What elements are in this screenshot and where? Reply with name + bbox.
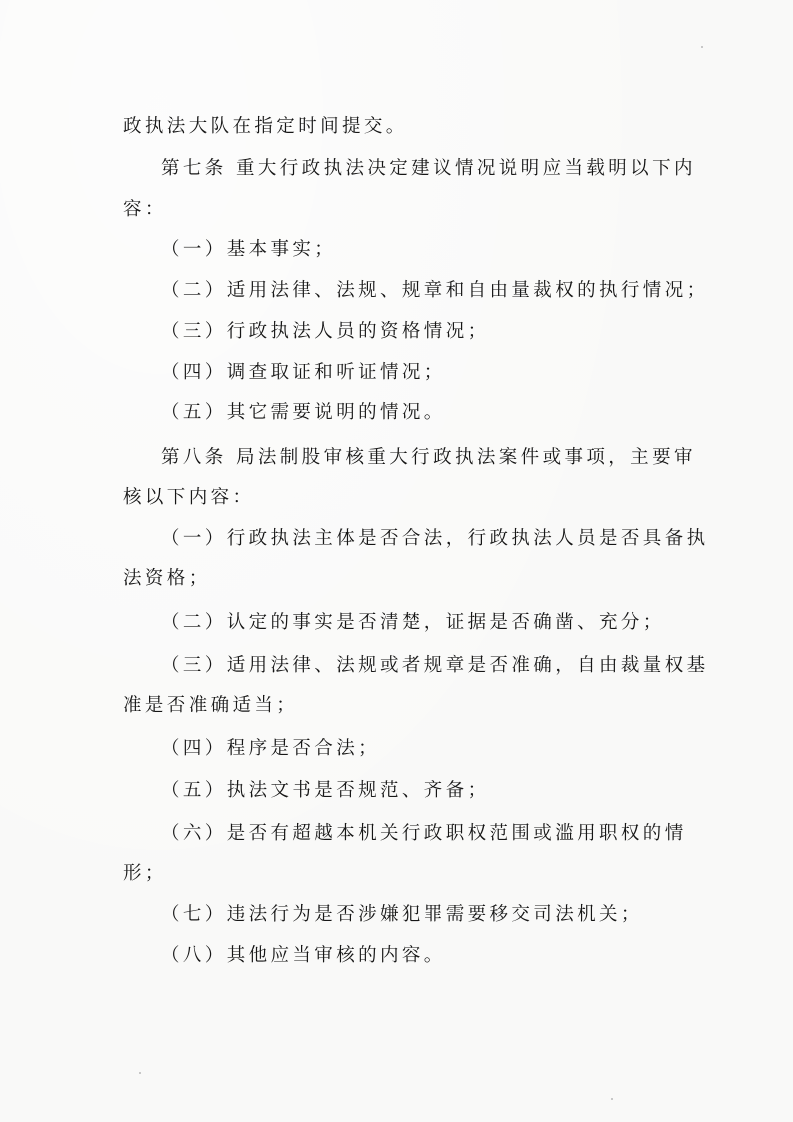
list-item: （一）行政执法主体是否合法，行政执法人员是否具备执 bbox=[161, 528, 709, 549]
list-item: （三）适用法律、法规或者规章是否准确，自由裁量权基 bbox=[161, 655, 709, 676]
text-line: 法资格； bbox=[123, 568, 211, 589]
list-item: （六）是否有超越本机关行政职权范围或滥用职权的情 bbox=[161, 823, 687, 844]
article-7-heading: 第七条 重大行政执法决定建议情况说明应当载明以下内 bbox=[161, 158, 696, 179]
text-line: 形； bbox=[123, 863, 167, 884]
list-item: （五）其它需要说明的情况。 bbox=[161, 402, 446, 423]
list-item: （一）基本事实； bbox=[161, 239, 337, 260]
scan-speck bbox=[701, 46, 703, 48]
text-line: 准是否准确适当； bbox=[123, 695, 299, 716]
list-item: （四）程序是否合法； bbox=[161, 738, 381, 759]
list-item: （二）适用法律、法规、规章和自由量裁权的执行情况； bbox=[161, 280, 709, 301]
list-item: （五）执法文书是否规范、齐备； bbox=[161, 780, 490, 801]
list-item: （八）其他应当审核的内容。 bbox=[161, 945, 446, 966]
article-8-heading: 第八条 局法制股审核重大行政执法案件或事项，主要审 bbox=[161, 447, 696, 468]
scan-speck bbox=[611, 1098, 613, 1100]
list-item: （七）违法行为是否涉嫌犯罪需要移交司法机关； bbox=[161, 904, 643, 925]
text-line: 核以下内容： bbox=[123, 487, 255, 508]
text-line: 容： bbox=[123, 199, 167, 220]
text-line: 政执法大队在指定时间提交。 bbox=[123, 116, 408, 137]
list-item: （四）调查取证和听证情况； bbox=[161, 362, 446, 383]
list-item: （三）行政执法人员的资格情况； bbox=[161, 321, 490, 342]
scan-speck bbox=[139, 1072, 141, 1074]
list-item: （二）认定的事实是否清楚，证据是否确凿、充分； bbox=[161, 612, 665, 633]
